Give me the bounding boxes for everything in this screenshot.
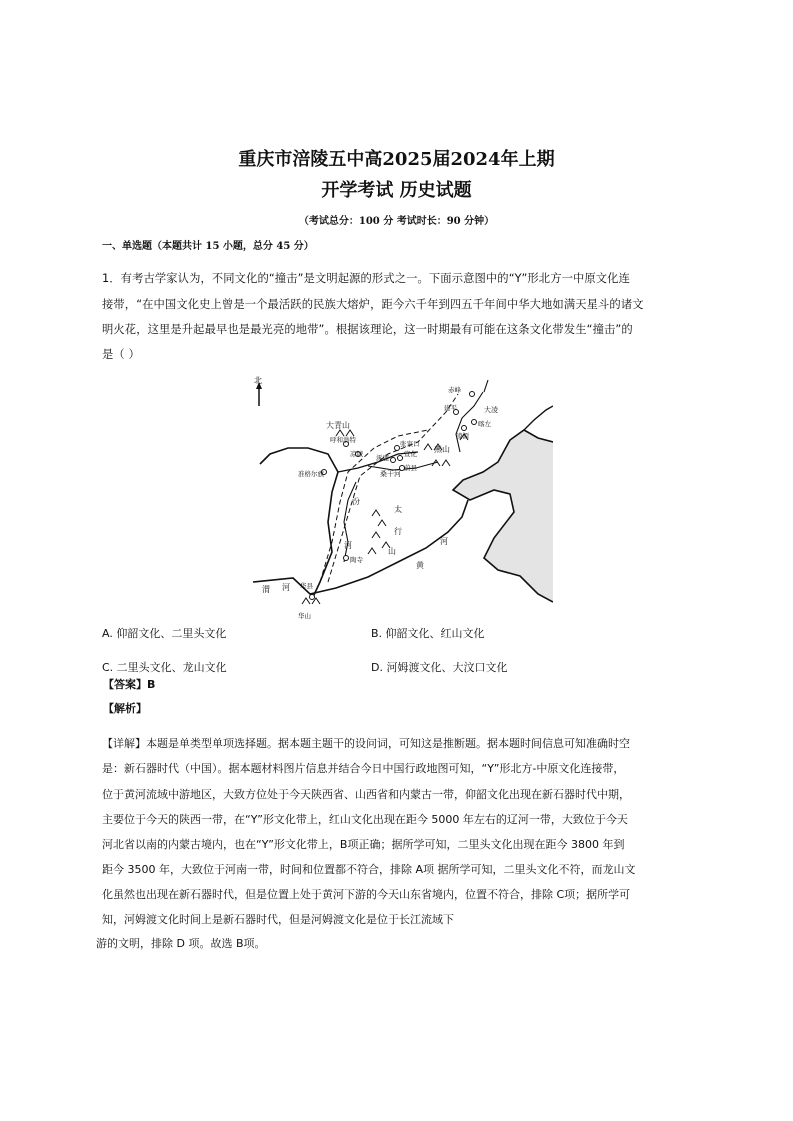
- map-label-he-main: 河: [440, 537, 448, 546]
- detail-line-1: 【详解】本题是单类型单项选择题。据本题主题干的设问词，可知这是推断题。据本题时间信息可知准确时空: [102, 737, 630, 750]
- map-label-zhuolu: 涿鹿: [376, 454, 389, 462]
- option-a: A. 仰韶文化、二里头文化: [102, 627, 227, 640]
- option-d: D. 河姆渡文化、大汶口文化: [371, 661, 508, 674]
- detail-line-6: 距今 3500 年，大致位于河南一带，时间和位置都不符合，排除 A项 据所学可知，二里头文化不符，而龙山文: [102, 863, 636, 876]
- exam-title-line2: 开学考试 历史试题: [321, 180, 472, 201]
- map-label-huashan: 华山: [298, 612, 311, 620]
- map-label-yuxian: 蔚县: [404, 464, 417, 472]
- map-label-kazuo: 喀左: [478, 420, 491, 428]
- map-label-jianping: 建平: [444, 404, 457, 412]
- map-label-lingyuan: 凌源: [456, 432, 469, 440]
- detail-line-8: 知，河姆渡文化时间上是新石器时代，但是河姆渡文化是位于长江流域下: [102, 913, 454, 926]
- map-label-north: 北: [254, 376, 262, 385]
- map-label-he-fen: 河: [344, 541, 352, 550]
- map-label-huang: 黄: [416, 561, 424, 570]
- map-label-huhehaote: 呼和浩特: [330, 436, 356, 444]
- map-label-daling: 大凌: [484, 406, 498, 414]
- option-b: B. 仰韶文化、红山文化: [371, 627, 485, 640]
- map-label-chifeng: 赤峰: [448, 386, 461, 394]
- detail-line-4: 主要位于今天的陕西一带，在“Y”形文化带上，红山文化出现在距今 5000 年左右的辽河一带，大致位于今天: [102, 813, 628, 826]
- detail-line-9: 游的文明，排除 D 项。故选 B项。: [96, 937, 266, 950]
- exam-title-line1: 重庆市涪陵五中高2025届2024年上期: [238, 149, 555, 170]
- map-label-xuanhua: 宣化: [404, 450, 417, 458]
- map-label-sanggan: 桑干河: [380, 470, 401, 478]
- detail-line-2: 是：新石器时代（中国）。据本题材料图片信息并结合今日中国行政地图可知，“Y”形北方-中原文化连接带，: [102, 762, 625, 775]
- section-heading: 一、单选题（本题共计 15 小题，总分 45 分）: [102, 241, 314, 252]
- map-label-liangcheng: 凉城: [350, 450, 363, 458]
- map-label-taosi: 陶寺: [350, 556, 363, 564]
- map-label-wei: 渭: [262, 585, 270, 594]
- map-label-yanshan: 燕山: [434, 445, 450, 454]
- question-line-1: 1．有考古学家认为，不同文化的“撞击”是文明起源的形式之一。下面示意图中的“Y”形北方一中原文化连: [102, 272, 630, 285]
- detail-line-3: 位于黄河流域中游地区，大致方位处于今天陕西省、山西省和内蒙古一带，仰韶文化出现在新石器时代中期，: [102, 788, 630, 801]
- map-label-shan: 山: [388, 547, 396, 556]
- analysis-label: 【解析】: [103, 702, 147, 715]
- question-line-2: 接带，“在中国文化史上曾是一个最活跃的民族大熔炉，距今六千年到四五千年间中华大地如满天星斗的诸文: [102, 298, 644, 311]
- detail-line-7: 化虽然也出现在新石器时代，但是位置上处于黄河下游的今天山东省境内，位置不符合，排除 C项；据所学可: [102, 888, 631, 901]
- exam-meta: （考试总分：100 分 考试时长：90 分钟）: [298, 216, 495, 227]
- map-label-hang: 行: [394, 527, 402, 536]
- map-label-zhangjiakou: 张家口: [400, 440, 420, 448]
- map-label-zhungeer: 准格尔旗: [298, 470, 324, 478]
- culture-belt-map: [248, 372, 553, 622]
- map-label-daqingshan: 大青山: [326, 421, 350, 430]
- map-label-fen: 汾: [352, 497, 360, 506]
- option-c: C. 二里头文化、龙山文化: [102, 661, 227, 674]
- north-arrow-icon: [256, 382, 262, 406]
- question-line-3: 明火花，这里是升起最早也是最光亮的地带”。根据该理论，这一时期最有可能在这条文化带发生“撞击”的: [102, 323, 633, 336]
- detail-line-5: 河北省以南的内蒙古境内，也在“Y”形文化带上，B项正确；据所学可知，二里头文化出现在距今 3800 年到: [102, 838, 625, 851]
- map-label-he-wei: 河: [282, 583, 290, 592]
- question-line-4: 是（ ）: [102, 348, 140, 361]
- answer-label: 【答案】B: [103, 678, 156, 691]
- map-label-huaxian: 华县: [300, 582, 313, 590]
- map-label-tai: 太: [394, 505, 402, 514]
